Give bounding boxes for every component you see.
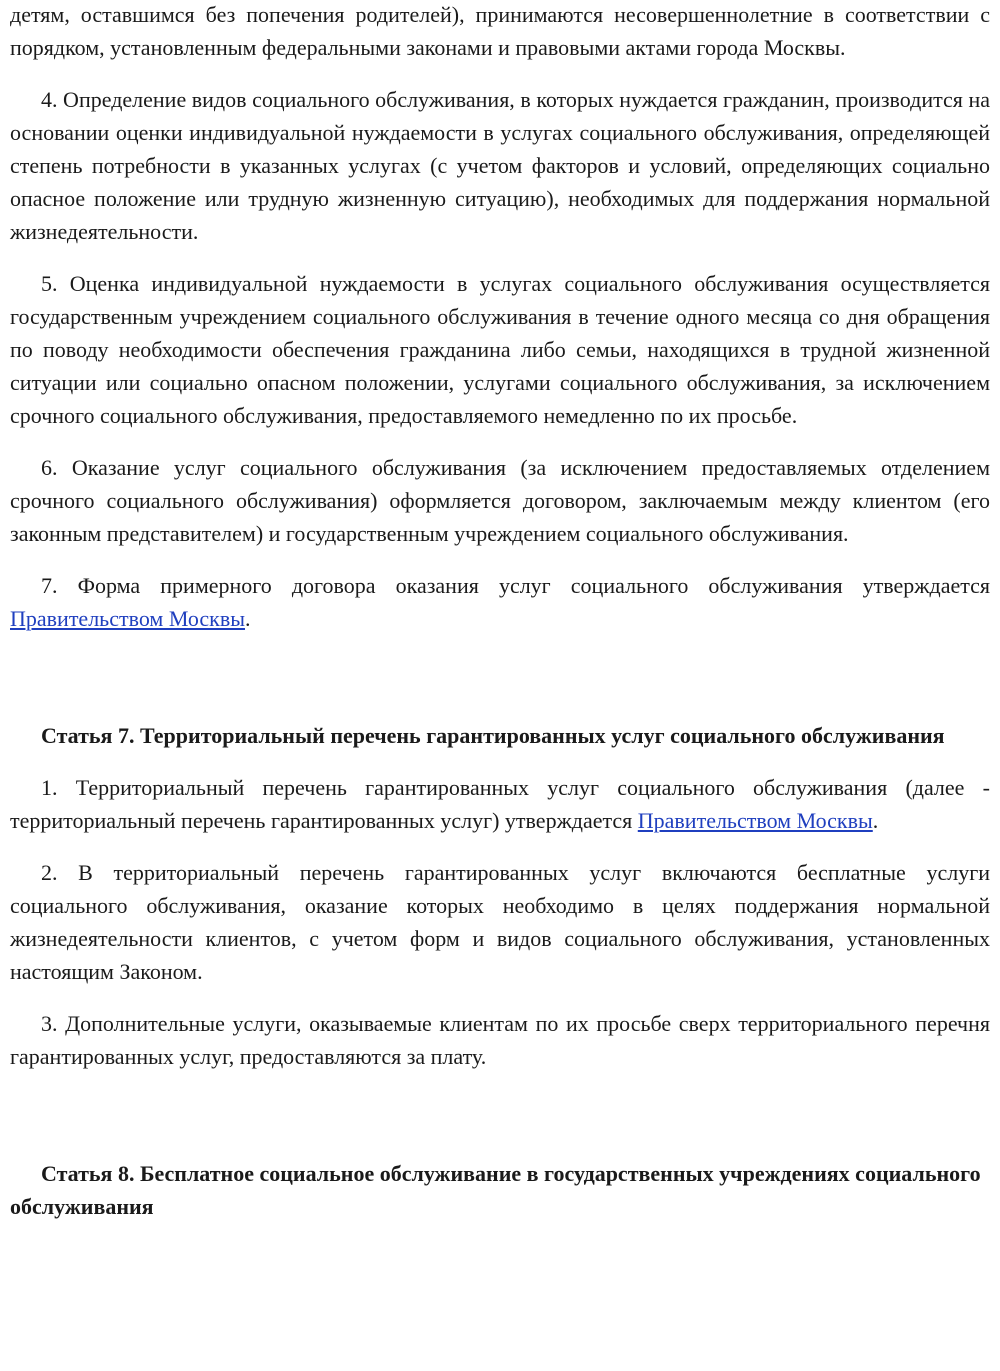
paragraph-continuation: детям, оставшимся без попечения родителей), принимаются несовершеннолетние в соответствии с порядком, установленным федеральными законами и правовыми актами города Москвы. — [10, 2, 990, 60]
government-link[interactable]: Правительством Москвы — [637, 808, 873, 833]
paragraph-item-7 — [10, 569, 990, 635]
paragraph-item-5: 5. Оценка индивидуальной нуждаемости в услугах социального обслуживания осуществляется государственным учреждением социального обслуживания в течение одного месяца со дня обращения по поводу необходимости обеспечения гражданина либо семьи, находящихся в трудной жизненной ситуации или социально опасном положении, услугами социального обслуживания, за исключением срочного социального обслуживания, предоставляемого немедленно по их просьбе. — [10, 271, 990, 428]
paragraph-item-6: 6. Оказание услуг социального обслуживания (за исключением предоставляемых отделением срочного социального обслуживания) оформляется договором, заключаемым между клиентом (его законным представителем) и государственным учреждением социального обслуживания. — [10, 455, 990, 546]
paragraph-item-7-text: 7. Форма примерного договора оказания услуг социального обслуживания утверждается — [41, 573, 990, 598]
article-7-item-1 — [10, 771, 990, 837]
paragraph-item-4: 4. Определение видов социального обслуживания, в которых нуждается гражданин, производится на основании оценки индивидуальной нуждаемости в услугах социального обслуживания, определяющей степень потребности в указанных услугах (с учетом факторов и условий, определяющих социально опасное положение или трудную жизненную ситуацию), необходимых для поддержания нормальной жизнедеятельности. — [10, 87, 990, 244]
article-7-item-3: 3. Дополнительные услуги, оказываемые клиентам по их просьбе сверх территориального перечня гарантированных услуг, предоставляются за плату. — [10, 1011, 990, 1069]
document-page — [10, 0, 990, 1223]
article-7-item-2: 2. В территориальный перечень гарантированных услуг включаются бесплатные услуги социального обслуживания, оказание которых необходимо в целях поддержания нормальной жизнедеятельности клиентов, с учетом форм и видов социального обслуживания, установленных настоящим Законом. — [10, 860, 990, 984]
article-7-item-1-text: 1. Территориальный перечень гарантированных услуг социального обслуживания (далее - территориальный перечень гарантированных услуг) утверждается — [10, 775, 990, 833]
article-8-heading: Статья 8. Бесплатное социальное обслуживание в государственных учреждениях социального обслуживания — [10, 1161, 981, 1219]
article-7-item-1-after: . — [872, 808, 879, 833]
paragraph-item-7-after: . — [245, 606, 251, 631]
government-link[interactable]: Правительством Москвы — [10, 606, 246, 631]
article-7-heading: Статья 7. Территориальный перечень гарантированных услуг социального обслуживания — [41, 723, 945, 748]
